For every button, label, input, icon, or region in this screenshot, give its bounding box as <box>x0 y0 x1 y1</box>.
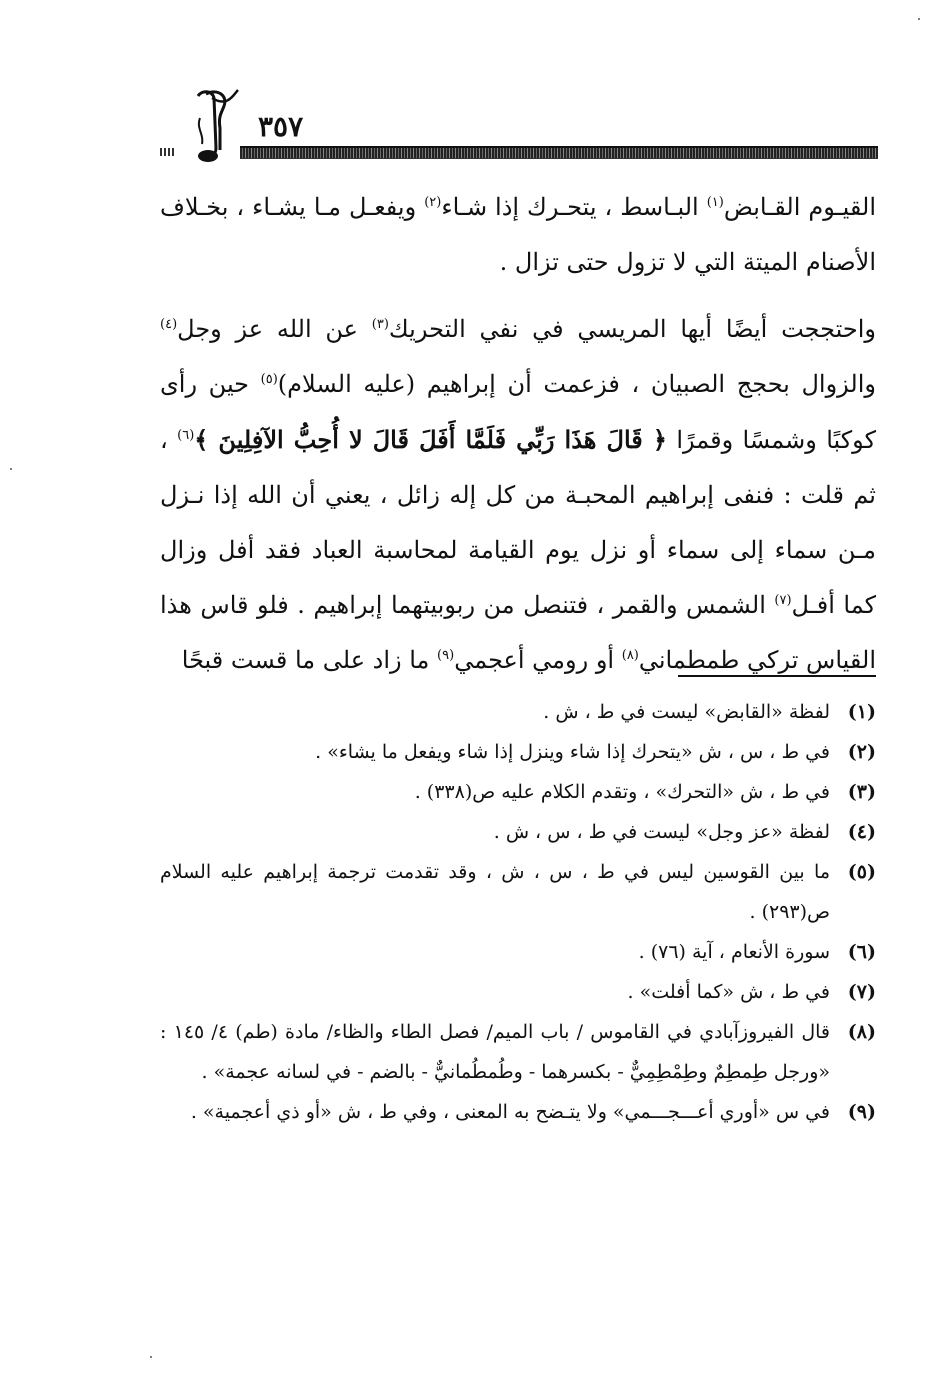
footnote-number: (٢) <box>847 741 876 763</box>
quran-verse: ﴿ قَالَ هَذَا رَبِّي فَلَمَّا أَفَلَ قَالَ لا أُحِبُّ الآفِلِينَ ﴾ <box>194 425 667 454</box>
main-text <box>160 180 876 688</box>
footnote-ref-9[interactable]: (٩) <box>437 648 455 663</box>
text-run: أو رومي أعجمي <box>454 646 622 674</box>
footnote-number: (٣) <box>847 781 876 803</box>
text-run: واحتججت أيضًا أيها المريسي في نفي التحريك <box>388 315 876 343</box>
footnote-item <box>160 1012 876 1092</box>
footnote-text: لفظة «عز وجل» ليست في ط ، س ، ش . <box>493 821 830 843</box>
footnote-number: (٧) <box>847 981 876 1003</box>
text-run: البـاسط ، يتحـرك إذا شـاء <box>441 193 707 221</box>
text-run: القيـوم القـابض <box>723 193 877 221</box>
footnote-text: ما بين القوسين ليس في ط ، س ، ش ، وقد تقدمت ترجمة إبراهيم عليه السلام ص(٢٩٣) . <box>160 861 830 923</box>
footnote-ref-2[interactable]: (٢) <box>424 195 442 210</box>
text-run: ما زاد على ما قست قبحًا <box>181 646 438 674</box>
text-run: ويفعـل مـا يشـاء ، بخـلاف <box>160 193 425 221</box>
footnote-ref-3[interactable]: (٣) <box>371 317 389 332</box>
footnote-text: قال الفيروزآبادي في القاموس / باب الميم/ فصل الطاء والظاء/ مادة (طم) ٤/ ١٤٥ : «ورجل طِمطِمٌ وطِمْطِمِيٌّ - بكسرهما - وطُمطُمانيٌّ - بالضم - في لسانه عجمة» . <box>160 1021 831 1083</box>
text-run: أفـل <box>791 591 835 619</box>
scan-speck <box>150 1356 152 1358</box>
footnote-ref-8[interactable]: (٨) <box>621 648 639 663</box>
footnote-text: لفظة «القابض» ليست في ط ، ش . <box>543 701 830 723</box>
footnote-number: (٥) <box>847 861 876 883</box>
footnote-number: (٩) <box>847 1101 876 1123</box>
text-run: حين رأى <box>160 370 261 398</box>
footnote-text: سورة الأنعام ، آية (٧٦) . <box>638 941 830 963</box>
header-rule <box>240 146 878 159</box>
page-header <box>160 88 878 168</box>
text-run: القياس تركي طمطماني <box>638 646 876 674</box>
footnote-separator <box>678 675 876 677</box>
footnote-text: في ط ، ش «كما أفلت» . <box>627 981 830 1003</box>
footnote-ref-6[interactable]: (٦) <box>177 428 195 443</box>
footnote-item <box>160 732 876 772</box>
footnote-number: (١) <box>847 701 876 723</box>
footnote-ref-7[interactable]: (٧) <box>774 593 792 608</box>
text-run: عن الله عز وجل <box>177 315 372 343</box>
scan-speck <box>918 18 920 20</box>
footnote-item <box>160 772 876 812</box>
footnote-text: في ط ، س ، ش «يتحرك إذا شاء وينزل إذا شاء ويفعل ما يشاء» . <box>315 741 830 763</box>
text-run: ، ثم <box>160 426 876 509</box>
footnote-item <box>160 812 876 852</box>
text-run: الأصنام الميتة التي لا تزول حتى تزال . <box>499 248 876 276</box>
quill-and-scroll-icon <box>168 88 248 166</box>
paragraph-1 <box>160 180 876 290</box>
text-run: سماء إلى سماء أو نزل يوم القيامة لمحاسبة العباد فقد أفل وزال كما <box>160 536 876 619</box>
footnote-item <box>160 1092 876 1132</box>
footnote-number: (٨) <box>847 1021 876 1043</box>
text-run: الشمس والقمر ، فتنصل من ربوبيتهما إبراهيم . فلو قاس هذا <box>160 591 775 619</box>
footnote-item <box>160 852 876 932</box>
text-run: كوكبًا وشمسًا وقمرًا <box>666 426 877 454</box>
footnotes-list <box>160 692 876 1132</box>
footnote-ref-4[interactable]: (٤) <box>160 317 178 332</box>
footnote-number: (٤) <box>847 821 876 843</box>
text-run: والزوال بحجج الصبيان ، فزعمت أن إبراهيم (عليه السلام) <box>277 370 876 398</box>
footnote-item <box>160 932 876 972</box>
scan-speck <box>10 468 12 470</box>
footnote-item <box>160 692 876 732</box>
footnote-item <box>160 972 876 1012</box>
footnote-ref-5[interactable]: (٥) <box>260 372 278 387</box>
page-number: ٣٥٧ <box>258 110 304 143</box>
paragraph-2 <box>160 302 876 688</box>
footnote-text: في ط ، ش «التحرك» ، وتقدم الكلام عليه ص(٣٣٨) . <box>414 781 830 803</box>
text-run: قلت : فنفى إبراهيم المحبـة من كل إله زائل ، يعني أن الله إذا نـزل مـن <box>160 481 877 564</box>
footnote-ref-1[interactable]: (١) <box>706 195 724 210</box>
footnote-number: (٦) <box>847 941 876 963</box>
footnote-text: في س «أوري أعـــجـــمي» ولا يتـضح به المعنى ، وفي ط ، ش «أو ذي أعجمية» . <box>190 1101 830 1123</box>
